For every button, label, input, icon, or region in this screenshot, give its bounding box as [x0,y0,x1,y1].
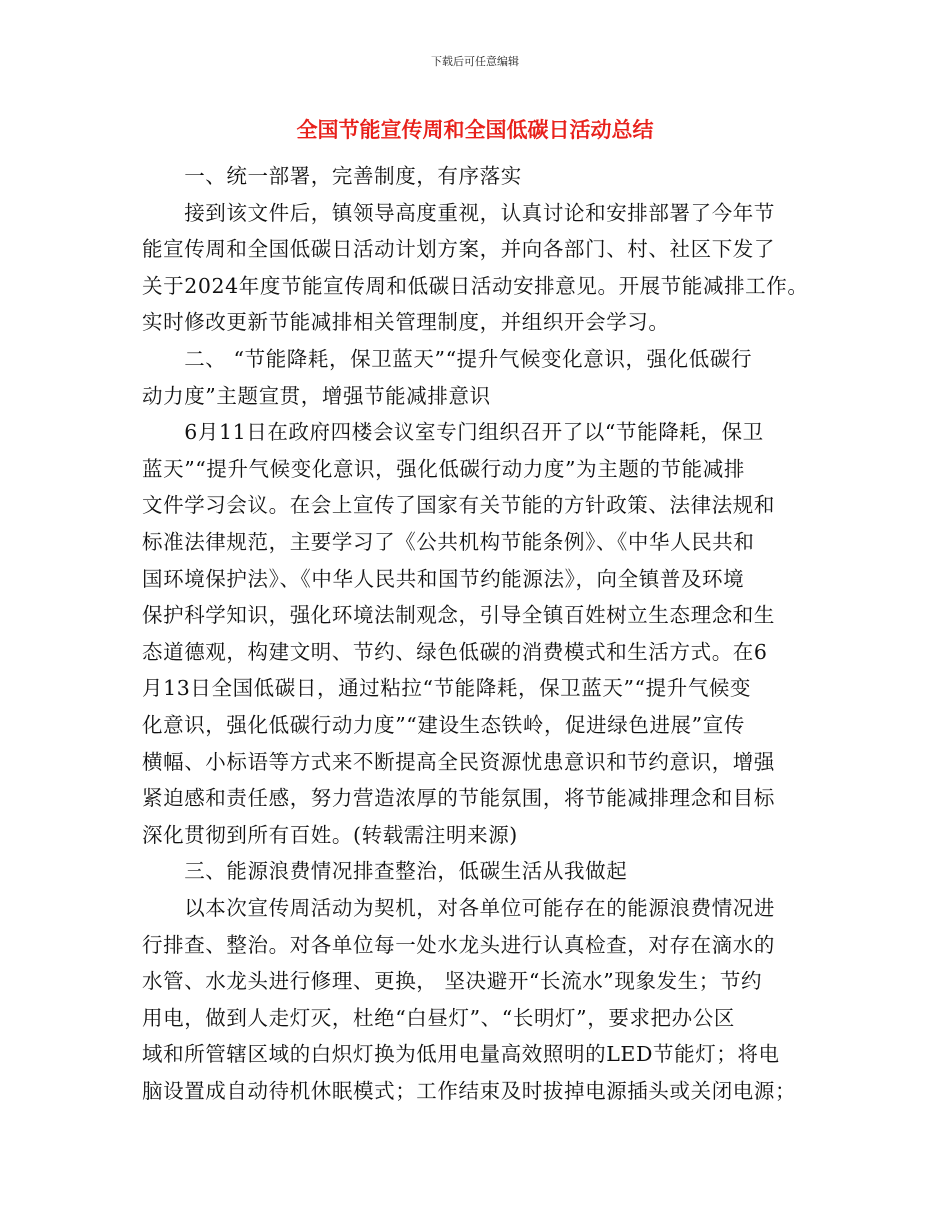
text-line: 行排查、整治。对各单位每一处水龙头进行认真检查，对存在滴水的 [142,932,775,957]
text-line: 蓝天”“提升气候变化意识，强化低碳行动力度”为主题的节能减排 [142,456,745,481]
text-line: 国环境保护法》、《中华人民共和国节约能源法》，向全镇普及环境 [142,566,745,591]
text-line: 文件学习会议。在会上宣传了国家有关节能的方针政策、法律法规和 [142,493,775,518]
text-line: 以本次宣传周活动为契机，对各单位可能存在的能源浪费情况进 [142,896,775,920]
text-line: 域和所管辖区域的白炽灯换为低用电量高效照明的LED节能灯；将电 [142,1042,780,1067]
text-line: 6月11日在政府四楼会议室专门组织召开了以“节能降耗，保卫 [142,420,764,445]
text-line: 月13日全国低碳日，通过粘拉“节能降耗，保卫蓝天”“提升气候变 [142,676,752,701]
text-line: 水管、水龙头进行修理、更换， 坚决避开“长流水”现象发生；节约 [142,969,763,994]
text-line: 脑设置成自动待机休眠模式；工作结束及时拔掉电源插头或关闭电源； [142,1079,797,1103]
text-line: 用电，做到人走灯灭，杜绝“白昼灯”、“长明灯”，要求把办公区 [142,1005,735,1030]
text-line: 三、能源浪费情况排查整治，低碳生活从我做起 [142,859,628,884]
text-line: 能宣传周和全国低碳日活动计划方案，并向各部门、村、社区下发了 [142,237,775,262]
text-line: 实时修改更新节能减排相关管理制度，并组织开会学习。 [142,310,670,335]
text-line: 深化贯彻到所有百姓。(转载需注明来源) [142,822,518,847]
text-line: 一、统一部署，完善制度，有序落实 [142,164,522,188]
text-line: 保护科学知识，强化环境法制观念，引导全镇百姓树立生态理念和生 [142,603,775,628]
text-line: 化意识，强化低碳行动力度”“建设生态铁岭，促进绿色进展”宣传 [142,713,745,737]
document-title: 全国节能宣传周和全国低碳日活动总结 [296,118,654,142]
text-line: 接到该文件后，镇领导高度重视，认真讨论和安排部署了今年节 [142,200,775,225]
text-line: 横幅、小标语等方式来不断提高全民资源忧患意识和节约意识，增强 [142,749,775,774]
text-line: 标准法律规范，主要学习了《公共机构节能条例》、《中华人民共和 [142,530,755,554]
text-line: 关于2024年度节能宣传周和低碳日活动安排意见。开展节能减排工作。 [142,273,809,298]
text-line: 紧迫感和责任感，努力营造浓厚的节能氛围，将节能减排理念和目标 [142,786,775,811]
text-line: 动力度”主题宣贯，增强节能减排意识 [142,383,491,408]
text-line: 二、 “节能降耗，保卫蓝天”“提升气候变化意识，强化低碳行 [142,347,753,371]
text-line: 态道德观，构建文明、节约、绿色低碳的消费模式和生活方式。在6 [142,639,768,664]
page-header: 下载后可任意编辑 [431,55,519,68]
